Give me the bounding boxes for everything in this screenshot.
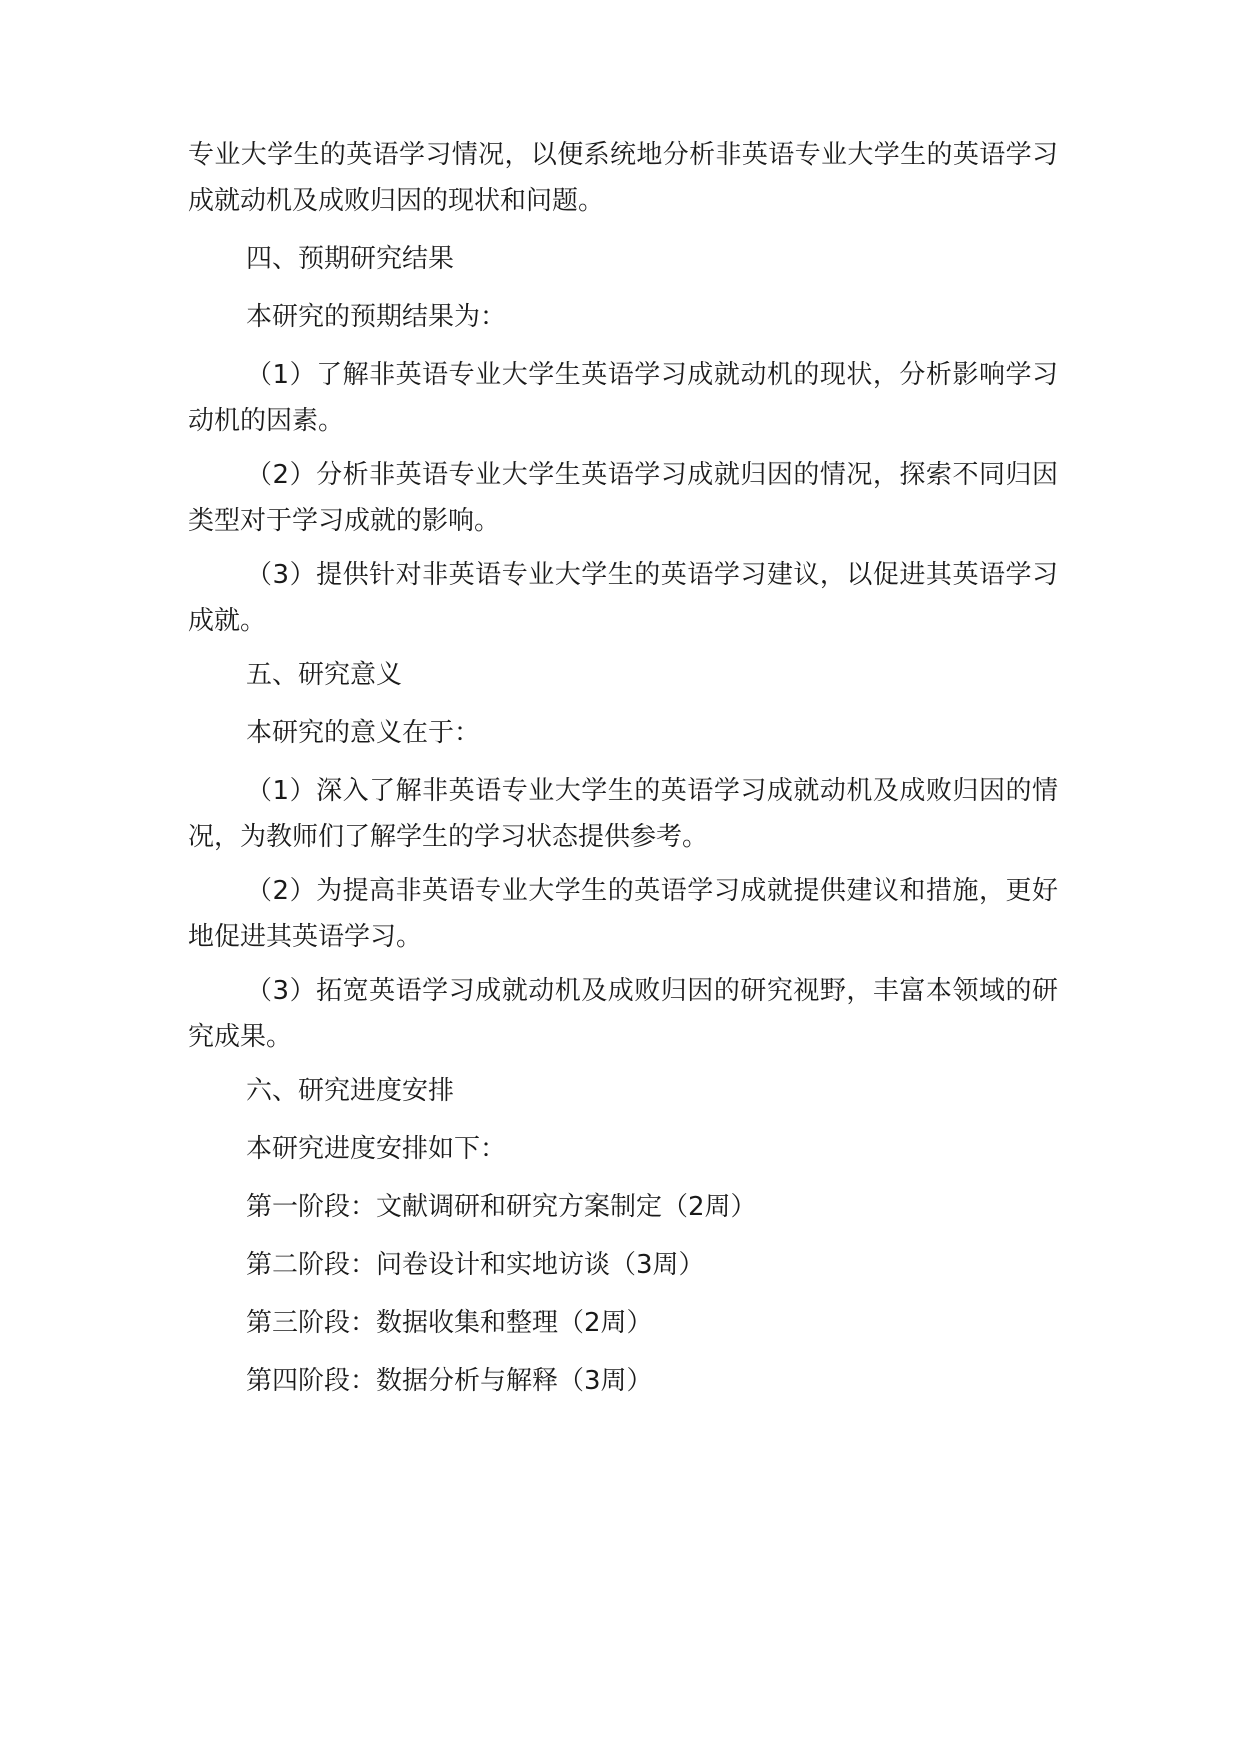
schedule-stage-3: 第三阶段：数据收集和整理（2周） [246, 1308, 653, 1338]
list-item-significance-2: （2）为提高非英语专业大学生的英语学习成就提供建议和措施，更好地促进其英语学习。 [188, 876, 1058, 952]
paragraph-schedule-intro: 本研究进度安排如下： [246, 1134, 507, 1164]
list-item-significance-1: （1）深入了解非英语专业大学生的英语学习成就动机及成败归因的情况，为教师们了解学生的学习状态提供参考。 [188, 776, 1058, 852]
section-heading-significance: 五、研究意义 [246, 660, 403, 690]
section-heading-expected-results: 四、预期研究结果 [246, 244, 455, 274]
paragraph-significance-intro: 本研究的意义在于： [246, 718, 481, 748]
list-item-significance-3: （3）拓宽英语学习成就动机及成败归因的研究视野，丰富本领域的研究成果。 [188, 976, 1058, 1052]
schedule-stage-2: 第二阶段：问卷设计和实地访谈（3周） [246, 1250, 705, 1280]
list-item-expected-1: （1）了解非英语专业大学生英语学习成就动机的现状，分析影响学习动机的因素。 [188, 360, 1058, 436]
paragraph-intro-continuation: 专业大学生的英语学习情况，以便系统地分析非英语专业大学生的英语学习成就动机及成败归因的现状和问题。 [188, 140, 1058, 216]
schedule-stage-4: 第四阶段：数据分析与解释（3周） [246, 1366, 653, 1396]
list-item-expected-3: （3）提供针对非英语专业大学生的英语学习建议，以促进其英语学习成就。 [188, 560, 1058, 636]
paragraph-expected-results-intro: 本研究的预期结果为： [246, 302, 507, 332]
section-heading-schedule: 六、研究进度安排 [246, 1076, 455, 1106]
list-item-expected-2: （2）分析非英语专业大学生英语学习成就归因的情况，探索不同归因类型对于学习成就的影响。 [188, 460, 1058, 536]
schedule-stage-1: 第一阶段：文献调研和研究方案制定（2周） [246, 1192, 757, 1222]
